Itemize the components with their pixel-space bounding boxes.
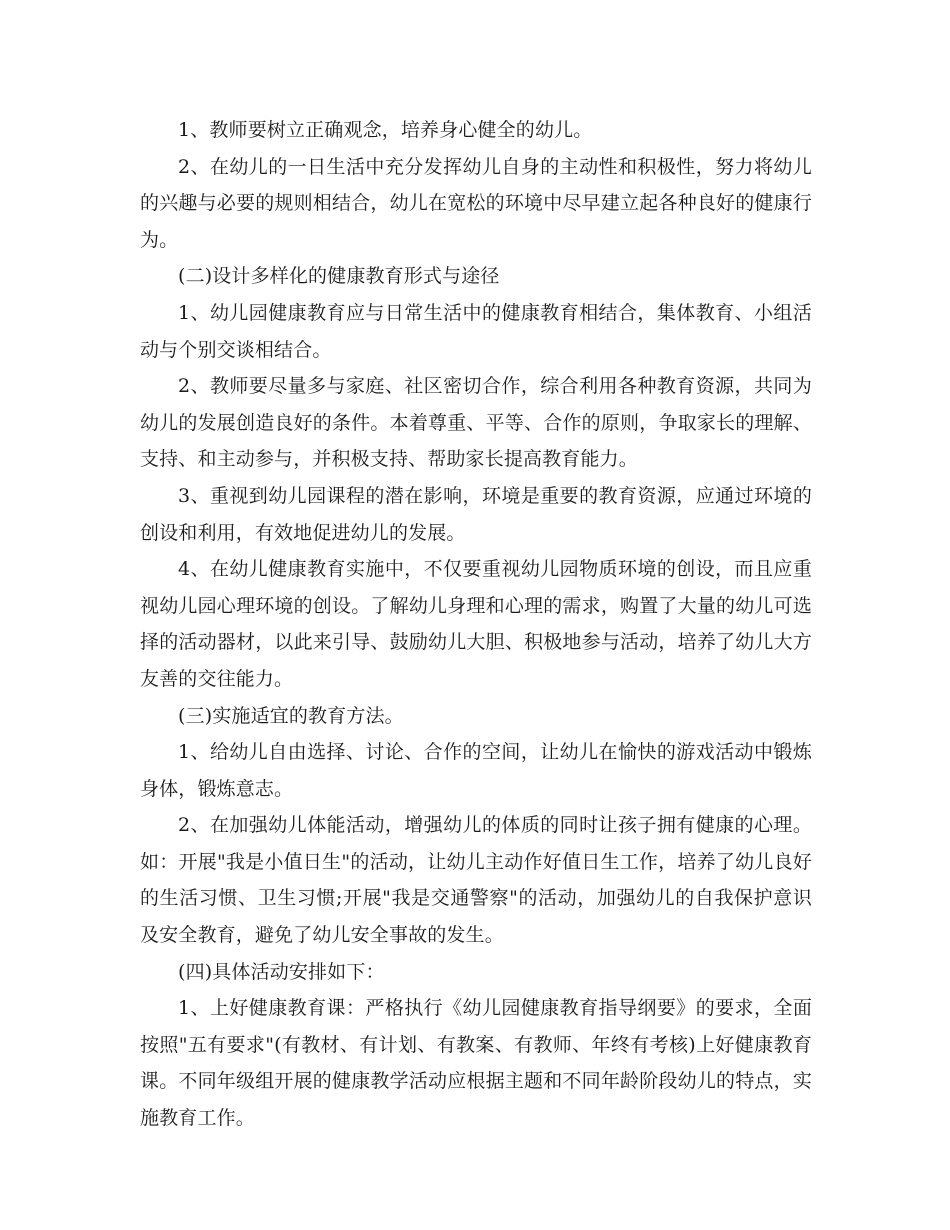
paragraph-form-3: 3、重视到幼儿园课程的潜在影响，环境是重要的教育资源，应通过环境的创设和利用，有效地促进幼儿的发展。	[140, 484, 812, 544]
section-heading-3: (三)实施适宜的教育方法。	[178, 704, 404, 727]
paragraph-form-2: 2、教师要尽量多与家庭、社区密切合作，综合利用各种教育资源，共同为幼儿的发展创造良好的条件。本着尊重、平等、合作的原则，争取家长的理解、支持、和主动参与，并积极支持、帮助家长提高教育能力。	[140, 375, 812, 471]
section-heading-2: (二)设计多样化的健康教育形式与途径	[178, 265, 500, 288]
paragraph-form-4: 4、在幼儿健康教育实施中，不仅要重视幼儿园物质环境的创设，而且应重视幼儿园心理环境的创设。了解幼儿身理和心理的需求，购置了大量的幼儿可选择的活动器材，以此来引导、鼓励幼儿大胆、积极地参与活动，培养了幼儿大方友善的交往能力。	[140, 558, 812, 690]
paragraph-goal-2: 2、在幼儿的一日生活中充分发挥幼儿自身的主动性和积极性，努力将幼儿的兴趣与必要的规则相结合，幼儿在宽松的环境中尽早建立起各种良好的健康行为。	[140, 155, 812, 251]
paragraph-activity-1: 1、上好健康教育课：严格执行《幼儿园健康教育指导纲要》的要求，全面按照"五有要求"(有教材、有计划、有教案、有教师、年终有考核)上好健康教育课。不同年级组开展的健康教学活动应根据主题和不同年龄阶段幼儿的特点，实施教育工作。	[140, 997, 812, 1130]
paragraph-method-2: 2、在加强幼儿体能活动，增强幼儿的体质的同时让孩子拥有健康的心理。如：开展"我是小值日生"的活动，让幼儿主动作好值日生工作，培养了幼儿良好的生活习惯、卫生习惯;开展"我是交通警察"的活动，加强幼儿的自我保护意识及安全教育，避免了幼儿安全事故的发生。	[140, 814, 812, 947]
paragraph-method-1: 1、给幼儿自由选择、讨论、合作的空间，让幼儿在愉快的游戏活动中锻炼身体，锻炼意志。	[140, 741, 812, 800]
paragraph-goal-1: 1、教师要树立正确观念，培养身心健全的幼儿。	[178, 119, 593, 141]
document-body	[140, 112, 812, 1137]
paragraph-form-1: 1、幼儿园健康教育应与日常生活中的健康教育相结合，集体教育、小组活动与个别交谈相结合。	[140, 301, 812, 361]
section-heading-4: (四)具体活动安排如下：	[178, 960, 385, 983]
